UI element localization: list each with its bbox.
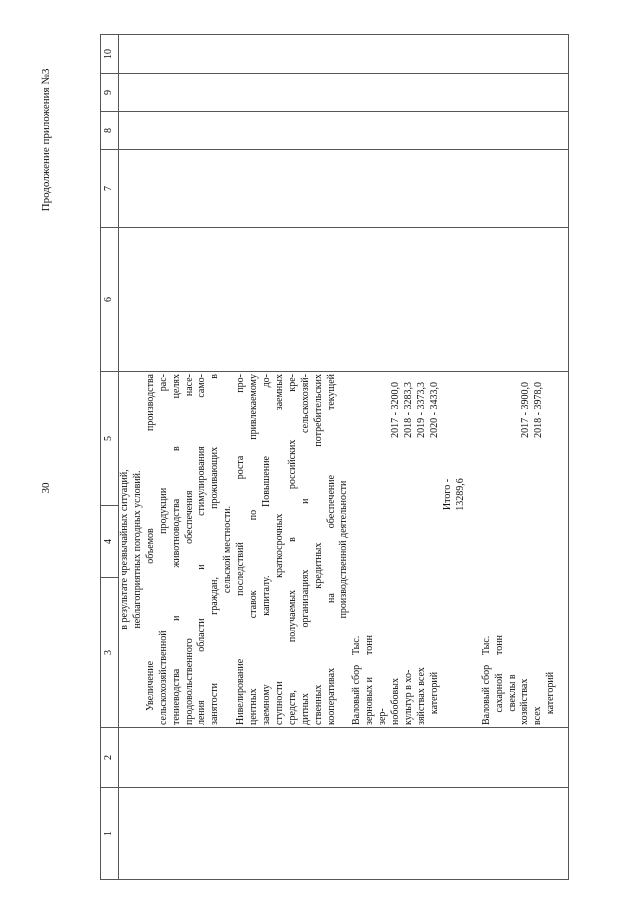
text-line: ственных кредитных потребительских: [312, 374, 324, 725]
page-number: 30: [40, 482, 52, 494]
metric-label-line: культур в хо-: [402, 669, 414, 725]
column-number: 4: [101, 506, 119, 578]
text-line: в результате чрезвычайных ситуаций,: [119, 469, 130, 630]
metric-label-line: зяйствах всех: [415, 667, 427, 725]
metric-value: 2017 - 3900,0: [519, 382, 531, 438]
text-line: ления области и стимулирования само-: [196, 374, 208, 725]
metric-unit-line: Тыс.: [480, 635, 492, 655]
metric-unit-line: тонн: [364, 635, 376, 655]
metric-total-value: 13289,6: [454, 478, 466, 511]
column-number: 6: [101, 228, 119, 372]
text-line: сельскохозяйственной продукции рас-: [157, 374, 169, 725]
column-number: 1: [101, 788, 119, 880]
metric-label-line: зерновых и зер-: [364, 676, 389, 725]
table-cell: [119, 74, 569, 112]
metric-label-line: нобобовых: [390, 678, 402, 725]
column-number: 7: [101, 150, 119, 228]
text-line: неблагоприятных погодных условий.: [131, 470, 143, 629]
text-line: дитных организациях и сельскохозяй-: [299, 374, 311, 725]
metric-label-line: Валовый сбор: [480, 664, 492, 725]
metric-label-line: сахарной: [493, 673, 505, 713]
text-line: средств, получаемых в российских кре-: [286, 374, 298, 725]
metric-total-label: Итого -: [441, 478, 453, 511]
table-cell: [119, 728, 569, 788]
column-number: 5: [101, 372, 119, 506]
metric-label-line: категорий: [428, 671, 440, 715]
metric-unit-line: тонн: [493, 635, 505, 655]
metric-value: 2018 - 3283,3: [403, 382, 415, 438]
column-number: 10: [101, 35, 119, 74]
column-number-row: [101, 35, 119, 880]
metric-value: 2018 - 3978,0: [532, 382, 544, 438]
column-number: 9: [101, 74, 119, 112]
metric-label-line: Валовый сбор: [351, 664, 363, 725]
text-line: сельской местности.: [222, 505, 234, 594]
column-number: 3: [101, 578, 119, 728]
metric-unit-line: Тыс.: [351, 635, 363, 655]
text-line: Увеличение объемов производства: [144, 374, 156, 711]
metric-label-line: хозяйствах всех: [519, 678, 544, 725]
table-cell: [119, 35, 569, 74]
table-cell: [119, 112, 569, 150]
metric-label-line: категорий: [545, 671, 557, 715]
table-cell: [119, 150, 569, 228]
text-line: центных ставок по привлекаемому: [248, 374, 260, 725]
appendix-continuation-note: Продолжение приложения №3: [40, 68, 52, 212]
table-row: [119, 35, 569, 880]
appendix-table: [100, 35, 568, 880]
text-line: занятости граждан, проживающих в: [209, 374, 221, 725]
text-line: Нивелирование последствий роста про-: [235, 374, 247, 725]
metric-label-line: свеклы в: [506, 674, 518, 712]
metric-value: 2020 - 3433,0: [429, 382, 441, 438]
text-line: продовольственного обеспечения насе-: [183, 374, 195, 725]
metric-sugar-beet-harvest: [481, 374, 558, 725]
column-number: 2: [101, 728, 119, 788]
metric-value: 2017 - 3200,0: [390, 382, 402, 438]
text-line: производственной деятельности: [338, 480, 350, 619]
description-cell: [119, 372, 569, 728]
text-line: кооперативах на обеспечение текущей: [325, 374, 337, 725]
column-number: 8: [101, 112, 119, 150]
text-line: ступности краткосрочных заемных: [273, 374, 285, 725]
table-cell: [119, 788, 569, 880]
text-line: тениеводства и животноводства в целях: [170, 374, 182, 725]
metric-value: 2019 - 3373,3: [416, 382, 428, 438]
text-line: заемному капиталу. Повышение до-: [260, 374, 272, 725]
table-cell: [119, 228, 569, 372]
metric-grain-harvest: [351, 374, 467, 725]
